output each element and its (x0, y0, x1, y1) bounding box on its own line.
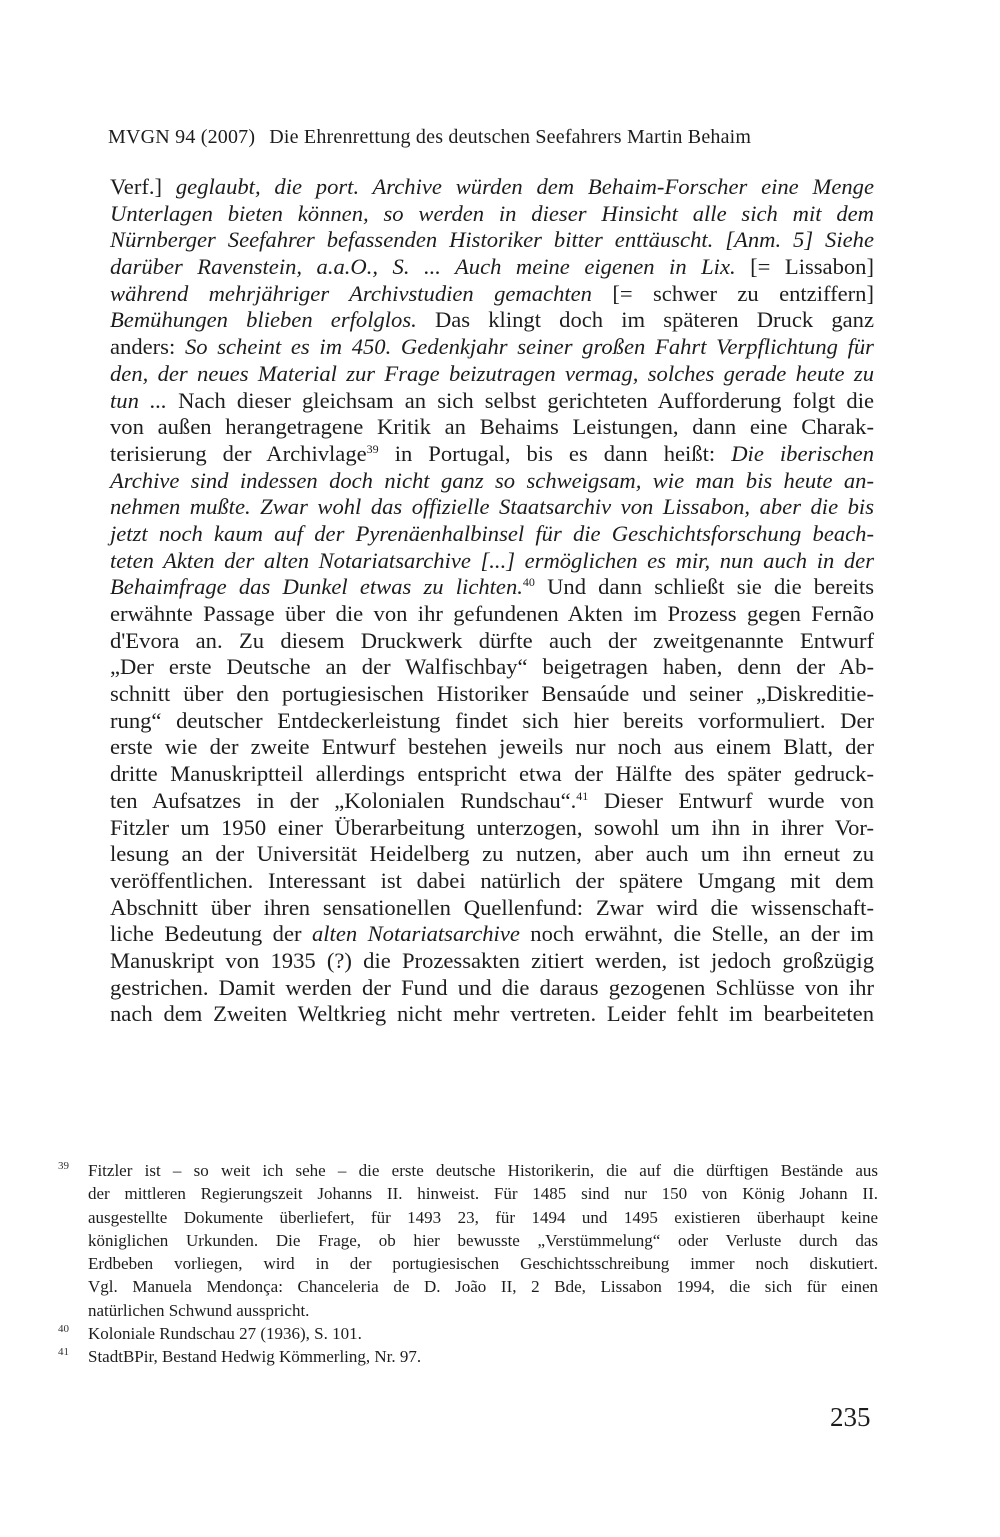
journal-reference: MVGN 94 (2007) (108, 126, 256, 148)
footnote-text: Fitzler ist – so weit ich sehe – die erste deutsche Historikerin, die auf die dürftigen Bestände aus der mittleren Regierungszeit Johanns II. hinweist. Für 1485 sind nur 150 von König Johann II. ausgestellte Dokumente überliefert, für 1493 23, für 1494 und 1495 existieren überhaupt keine königlichen Urkunden. Die Frage, ob hier bewusste „Verstümmelung“ oder Verluste durch das Erdbeben vorliegen, wird in der portugiesischen Geschichtsschreibung immer noch diskutiert. Vgl. Manuela Mendonça: Chanceleria de D. João II, 2 Bde, Lissabon 1994, die sich für einen natürlichen Schwund ausspricht. (88, 1161, 878, 1320)
footnote-number: 39 (58, 1160, 69, 1172)
footnote-text: StadtBPir, Bestand Hedwig Kömmerling, Nr. 97. (88, 1347, 422, 1367)
text-line: teten Akten der alten Notariatsarchive [...] ermöglichen es mir, nun auch in der (110, 547, 874, 573)
text-line: nehmen mußte. Zwar wohl das offizielle Staatsarchiv von Lissabon, aber die bis (110, 494, 874, 520)
text-line: jetzt noch kaum auf der Pyrenäenhalbinsel für die Geschichtsforschung beach- (110, 520, 874, 546)
article-title: Die Ehrenrettung des deutschen Seefahrers Martin Behaim (269, 126, 752, 148)
text-line: den, der neues Material zur Frage beizutragen vermag, solches gerade heute zu (110, 360, 874, 386)
text-line: tun ... Nach dieser gleichsam an sich selbst gerichteten Aufforderung folgt die (110, 387, 874, 413)
text-line: Manuskript von 1935 (?) die Prozessakten zitiert werden, ist jedoch großzügig (110, 947, 874, 973)
text-line: erwähnte Passage über die von ihr gefundenen Akten im Prozess gegen Fernão (110, 601, 874, 626)
text-line: schnitt über den portugiesischen Historiker Bensaúde und seiner „Diskreditie- (110, 681, 874, 707)
text-line: nach dem Zweiten Weltkrieg nicht mehr vertreten. Leider fehlt im bearbeiteten (110, 1001, 874, 1027)
footnote-ref-41[interactable]: 41 (576, 788, 589, 803)
footnotes (58, 1159, 878, 1369)
text-line: erste wie der zweite Entwurf bestehen jeweils nur noch aus einem Blatt, der (110, 734, 874, 760)
text-line: während mehrjähriger Archivstudien gemachten [= schwer zu entziffern] (110, 280, 874, 306)
text-line: anders: So scheint es im 450. Gedenkjahr seiner großen Fahrt Verpflichtung für (110, 334, 874, 360)
text-line: Behaimfrage das Dunkel etwas zu lichten.$^{40}$ Und dann schließt sie die bereits (110, 574, 875, 600)
running-header (108, 126, 828, 149)
footnote-40 (58, 1322, 878, 1345)
page-number: 235 (830, 1402, 871, 1432)
text-line: darüber Ravenstein, a.a.O., S. ... Auch meine eigenen in Lix. [= Lissabon] (110, 254, 874, 280)
text-line: „Der erste Deutsche an der Walfischbay“ beigetragen haben, denn der Ab- (110, 654, 874, 680)
text-line: Archive sind indessen doch nicht ganz so schweigsam, wie man bis heute an- (110, 467, 874, 493)
text-line: Fitzler um 1950 einer Überarbeitung unterzogen, sowohl um ihn in ihrer Vor- (110, 814, 874, 840)
text-line: veröffentlichen. Interessant ist dabei natürlich der spätere Umgang mit dem (110, 867, 874, 893)
text-line: von außen herangetragene Kritik an Behaims Leistungen, dann eine Charak- (110, 414, 874, 440)
footnote-39 (58, 1159, 878, 1322)
footnote-ref-40[interactable]: 40 (522, 575, 535, 590)
text-line: Unterlagen bieten können, so werden in dieser Hinsicht alle sich mit dem (110, 200, 874, 226)
text-line: Bemühungen blieben erfolglos. Das klingt doch im späteren Druck ganz (110, 307, 874, 333)
text-line: d'Evora an. Zu diesem Druckwerk dürfte auch der zweitgenannte Entwurf (110, 627, 874, 653)
text-line: Verf.] geglaubt, die port. Archive würden dem Behaim-Forscher eine Menge (110, 174, 874, 199)
text-line: liche Bedeutung der alten Notariatsarchive noch erwähnt, die Stelle, an der im (110, 921, 874, 947)
text-line: rung“ deutscher Entdeckerleistung findet sich hier bereits vorformuliert. Der (110, 707, 874, 733)
footnote-number: 41 (58, 1346, 69, 1359)
text-line: Nürnberger Seefahrer befassenden Historiker bitter enttäuscht. [Anm. 5] Siehe (110, 227, 874, 253)
footnote-ref-39[interactable]: 39 (366, 441, 379, 456)
text-line: ten Aufsatzes in der „Kolonialen Rundschau“.$^{41}$ Dieser Entwurf wurde von (110, 787, 874, 813)
text-line: lesung an der Universität Heidelberg zu nutzen, aber auch um ihn erneut zu (110, 841, 874, 867)
text-line: terisierung der Archivlage$^{39}$ in Portugal, bis es dann heißt: Die iberischen (110, 440, 875, 466)
text-line: dritte Manuskriptteil allerdings entspricht etwa der Hälfte des später gedruck- (110, 761, 874, 787)
footnote-number: 40 (58, 1323, 69, 1336)
text-line: gestrichen. Damit werden der Fund und die daraus gezogenen Schlüsse von ihr (110, 974, 874, 1000)
text-line: Abschnitt über ihren sensationellen Quellenfund: Zwar wird die wissenschaft- (110, 894, 874, 920)
body-text (110, 174, 874, 1028)
footnote-41 (58, 1345, 878, 1368)
footnote-text: Koloniale Rundschau 27 (1936), S. 101. (88, 1324, 362, 1344)
